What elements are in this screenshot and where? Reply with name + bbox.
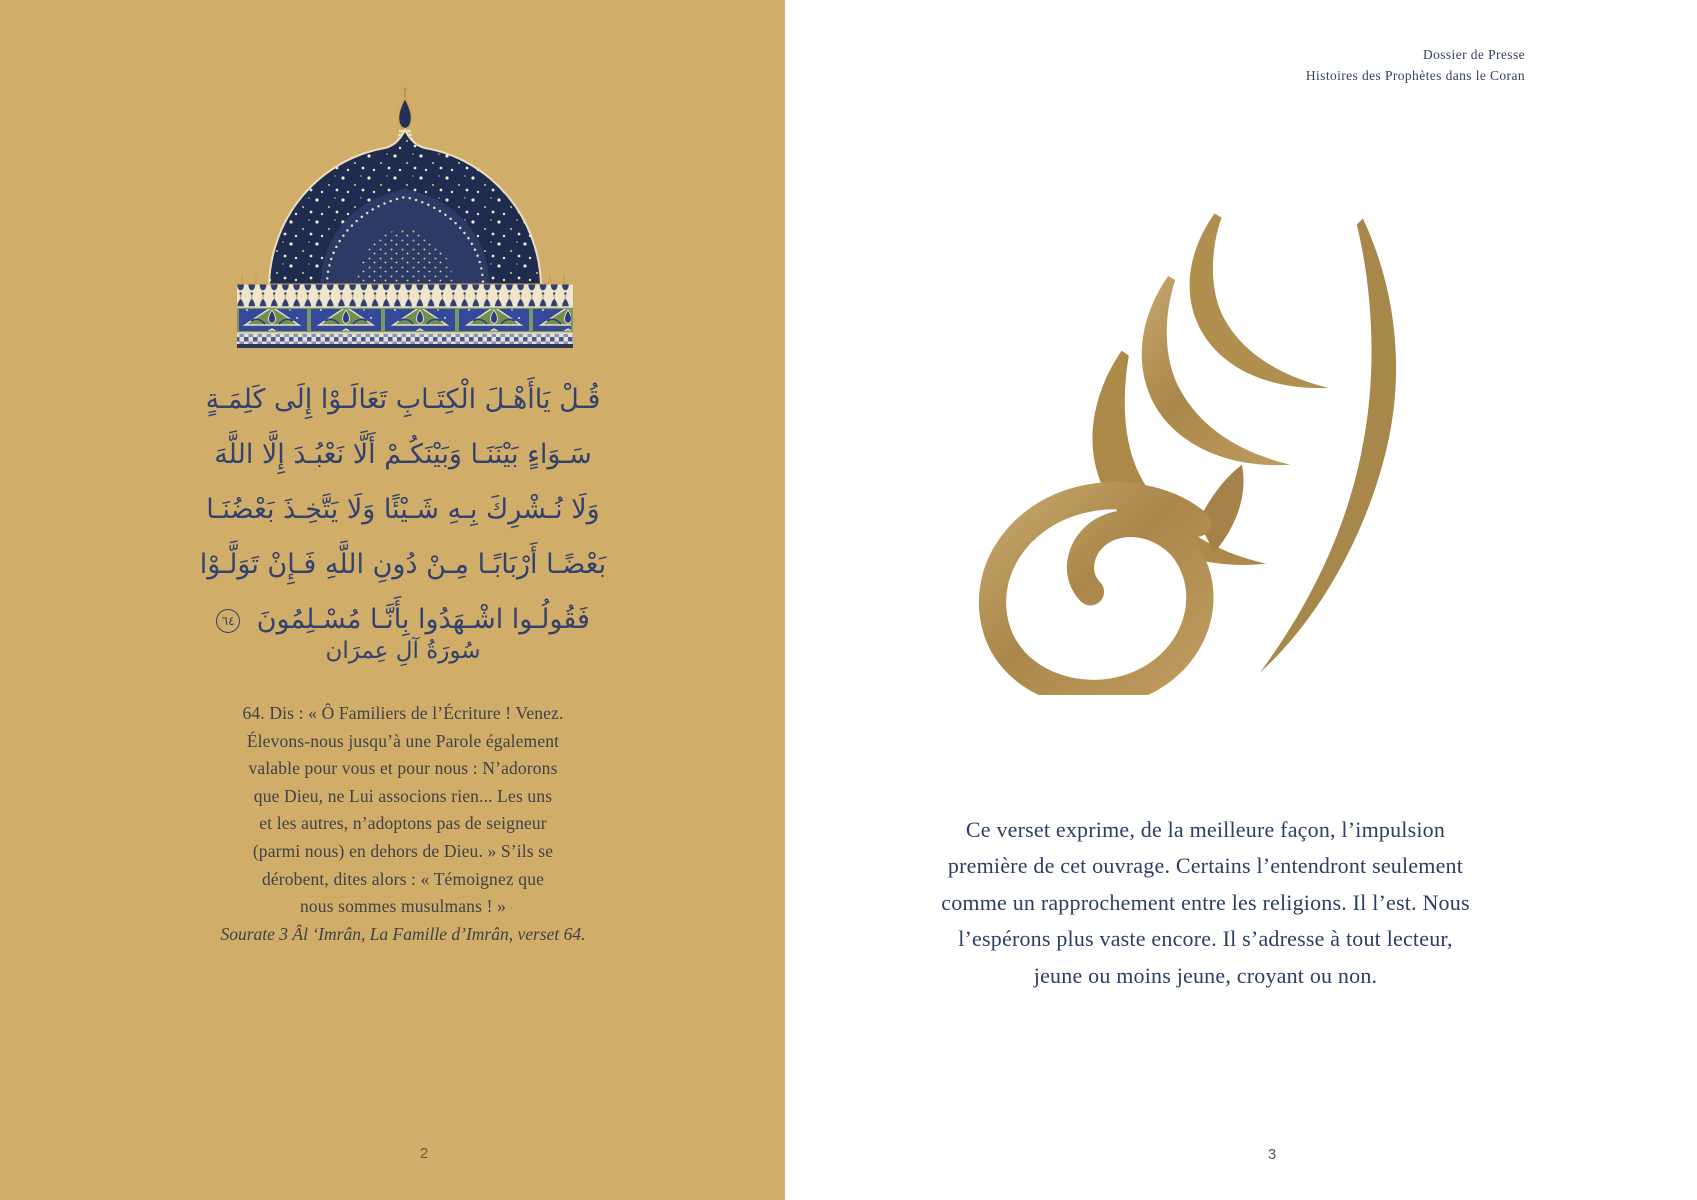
starry-dome-frieze-icon [235, 85, 575, 351]
translation-line: Élevons-nous jusqu’à une Parole également [246, 730, 560, 751]
verse-translation [213, 700, 593, 921]
translation-line: que Dieu, ne Lui associons rien... Les uns [253, 785, 553, 806]
translation-line: et les autres, n’adoptons pas de seigneur [259, 813, 547, 834]
surah-title-calligraphy: سُورَةُ آلِ عِمرَان [325, 638, 481, 664]
allah-calligraphy [925, 190, 1490, 695]
header-subtitle: Histoires des Prophètes dans le Coran [1305, 68, 1525, 83]
press-kit-header [1306, 44, 1525, 86]
translation-line: nous sommes musulmans ! » [300, 896, 506, 917]
translation-line: (parmi nous) en dehors de Dieu. » S’ils se [252, 840, 554, 861]
intro-paragraph [878, 812, 1533, 994]
paragraph-line: première de cet ouvrage. Certains l’entendront seulement [947, 853, 1464, 879]
paragraph-line: jeune ou moins jeune, croyant ou non. [1033, 962, 1378, 988]
arabic-line: قُـلْ يَاأَهْـلَ الْكِتَـابِ تَعَالَـوْا إِلَى كَلِمَـةٍ [205, 384, 601, 415]
paragraph-line: l’espérons plus vaste encore. Il s’adresse à tout lecteur, [958, 926, 1453, 952]
page-number-right: 3 [1267, 1146, 1277, 1163]
paragraph-line: Ce verset exprime, de la meilleure façon, l’impulsion [965, 817, 1446, 842]
arabic-line: سَـوَاءٍ بَيْنَنَـا وَبَيْنَكُـمْ أَلَّا نَعْبُـدَ إِلَّا اللَّهَ [214, 439, 592, 470]
arabic-line: بَعْضًـا أَرْبَابًـا مِـنْ دُونِ اللَّهِ فَـإِنْ تَوَلَّـوْا [199, 549, 607, 580]
verse-number-badge: ٦٤ [216, 609, 240, 633]
page-number-left: 2 [419, 1145, 429, 1162]
translation-line: dérobent, dites alors : « Témoignez que [261, 868, 545, 889]
allah-gold-calligraphy-icon [925, 190, 1490, 695]
arabic-line: فَقُولُـوا اشْـهَدُوا بِأَنَّـا مُسْـلِمُونَ ٦٤ [163, 592, 643, 647]
translation-line: 64. Dis : « Ô Familiers de l’Écriture ! Venez. [242, 703, 564, 723]
header-title: Dossier de Presse [1422, 47, 1525, 62]
quran-arabic-text [163, 372, 643, 647]
arabic-line: وَلَا نُـشْرِكَ بِـهِ شَـيْئًا وَلَا يَتَّخِـذَ بَعْضُنَـا [206, 494, 600, 525]
paragraph-line: comme un rapprochement entre les religions. Il l’est. Nous [941, 889, 1470, 915]
translation-line: valable pour vous et pour nous : N’adorons [248, 758, 558, 779]
dome-illustration [235, 85, 575, 351]
source-attribution: Sourate 3 Âl ‘Imrân, La Famille d’Imrân, verset 64. [220, 924, 586, 944]
